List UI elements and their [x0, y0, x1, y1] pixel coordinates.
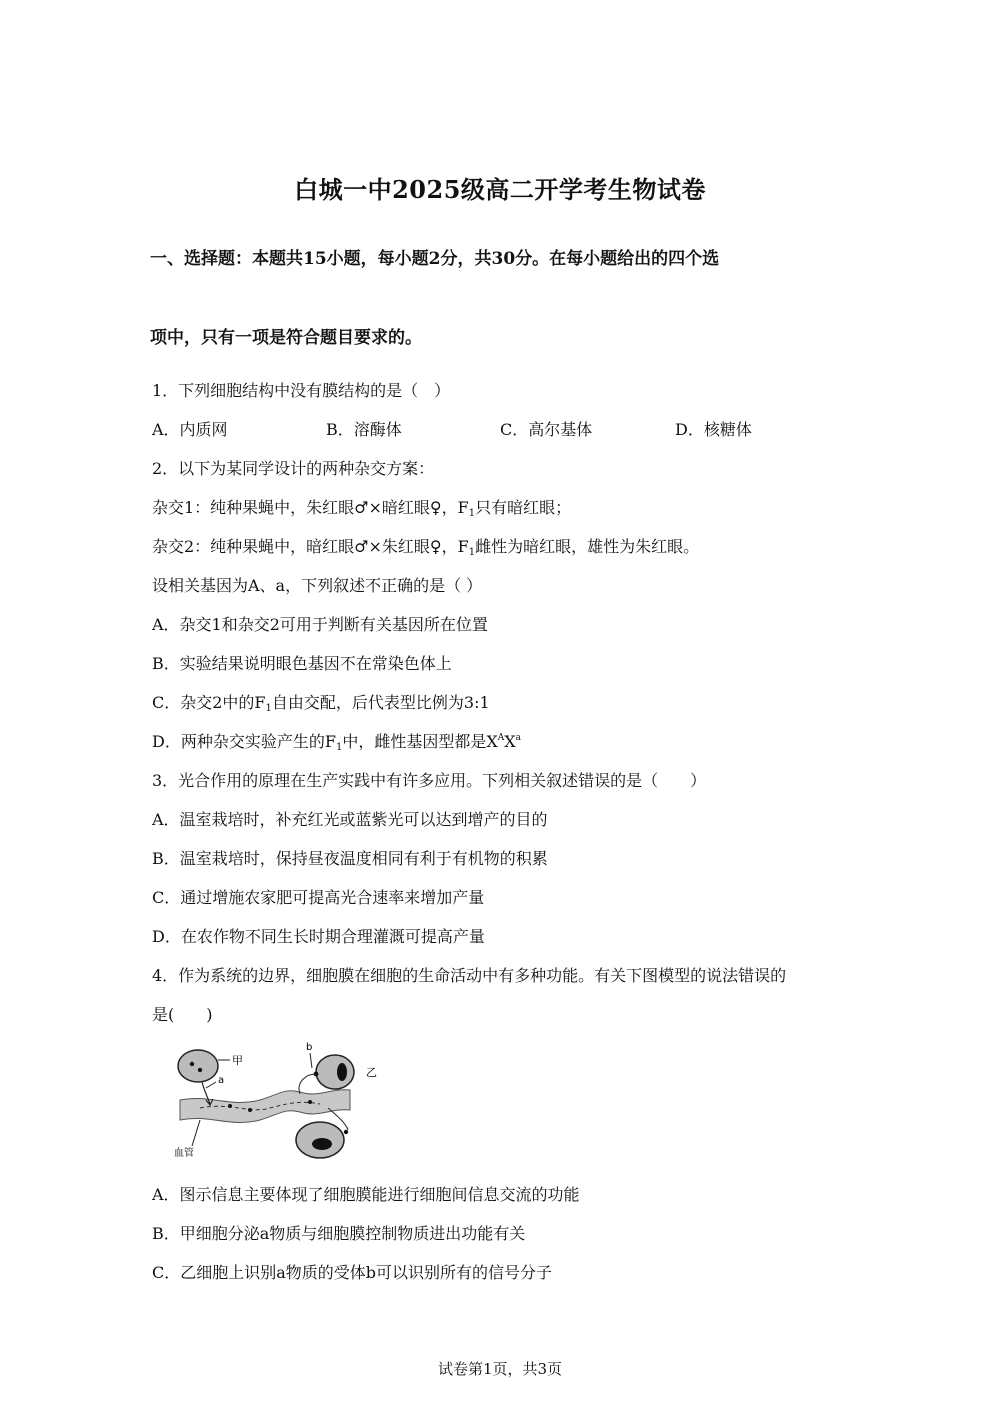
q3-option-a: A．温室栽培时，补充红光或蓝紫光可以达到增产的目的	[152, 810, 548, 829]
cell-signaling-diagram	[170, 1038, 385, 1163]
signal-molecule	[248, 1108, 252, 1112]
label-jia: 甲	[232, 1054, 243, 1067]
q3-option-d: D．在农作物不同生长时期合理灌溉可提高产量	[152, 927, 485, 946]
page-title: 白城一中2025级高二开学考生物试卷	[294, 175, 706, 204]
q2-option-d: D．两种杂交实验产生的$F_1$中，雌性基因型都是$X^AX^a$	[152, 732, 521, 753]
q3-option-b: B．温室栽培时，保持昼夜温度相同有利于有机物的积累	[152, 849, 548, 868]
section-heading-line1: 一、选择题：本题共15小题，每小题2分，共30分。在每小题给出的四个选	[150, 249, 720, 269]
label-a: a	[218, 1075, 225, 1086]
label-leader	[206, 1082, 216, 1088]
blood-vessel	[180, 1090, 350, 1123]
signal-molecule	[228, 1104, 232, 1108]
section-heading-line2: 项中，只有一项是符合题目要求的。	[150, 328, 422, 348]
q2-cross1: 杂交1：纯种果蝇中，朱红眼♂×暗红眼♀，$F_1$只有暗红眼；	[152, 498, 572, 519]
q2-cross2: 杂交2：纯种果蝇中，暗红眼♂×朱红眼♀，$F_1$雌性为暗红眼，雄性为朱红眼。	[152, 537, 700, 558]
label-yi: 乙	[366, 1066, 377, 1079]
cell-nucleus-dot	[190, 1062, 194, 1066]
q1-option-a: A．内质网	[152, 420, 228, 439]
label-b: b	[306, 1042, 313, 1053]
q1-option-b: B．溶酶体	[326, 420, 402, 439]
q4-option-a: A．图示信息主要体现了细胞膜能进行细胞间信息交流的功能	[152, 1185, 580, 1204]
cell-nucleus	[312, 1138, 332, 1150]
receptor	[344, 1130, 348, 1134]
label-vessel: 血管	[174, 1148, 194, 1159]
label-leader	[192, 1120, 200, 1146]
cell-yi	[316, 1055, 354, 1089]
cell-nucleus	[337, 1063, 347, 1081]
signal-molecule	[308, 1100, 312, 1104]
signal-arrow	[299, 1074, 316, 1094]
cell-jia	[178, 1050, 218, 1082]
q4-option-c: C．乙细胞上识别a物质的受体b可以识别所有的信号分子	[152, 1263, 553, 1282]
q1-stem: 1．下列细胞结构中没有膜结构的是（ ）	[152, 381, 451, 400]
cell-nucleus-dot	[198, 1068, 202, 1072]
q4-option-b: B．甲细胞分泌a物质与细胞膜控制物质进出功能有关	[152, 1224, 526, 1243]
q3-option-c: C．通过增施农家肥可提高光合速率来增加产量	[152, 888, 485, 907]
q2-option-b: B．实验结果说明眼色基因不在常染色体上	[152, 654, 452, 673]
q4-stem-line1: 4．作为系统的边界，细胞膜在细胞的生命活动中有多种功能。有关下图模型的说法错误的	[152, 966, 787, 985]
q3-stem: 3．光合作用的原理在生产实践中有许多应用。下列相关叙述错误的是（ ）	[152, 771, 707, 790]
q4-stem-line2: 是( )	[152, 1005, 213, 1024]
page-footer: 试卷第1页，共3页	[437, 1360, 563, 1378]
q2-stem: 2．以下为某同学设计的两种杂交方案：	[152, 459, 435, 478]
q1-option-d: D．核糖体	[675, 420, 752, 439]
q2-option-a: A．杂交1和杂交2可用于判断有关基因所在位置	[152, 615, 488, 634]
q2-option-c: C．杂交2中的$F_1$自由交配，后代表型比例为3:1	[152, 693, 490, 714]
q1-option-c: C．高尔基体	[500, 420, 593, 439]
label-leader	[310, 1053, 312, 1068]
q2-prompt: 设相关基因为A、a，下列叙述不正确的是（ ）	[152, 576, 483, 595]
